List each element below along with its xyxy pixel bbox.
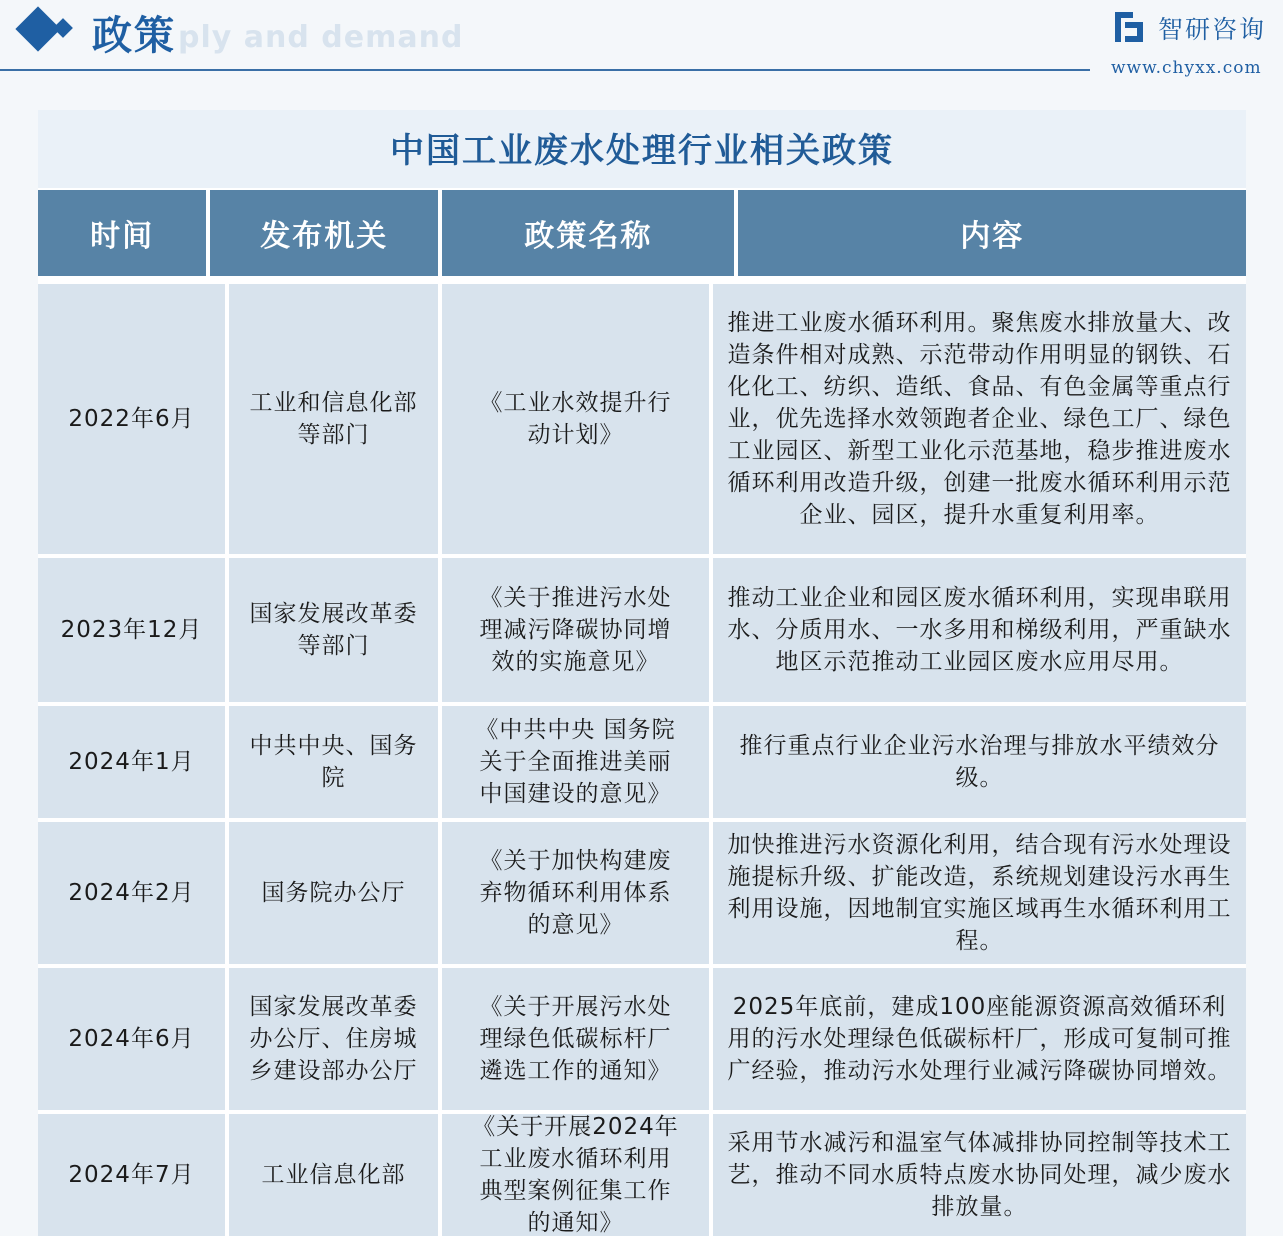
column-header-agency: 发布机关 (210, 190, 438, 276)
cell-agency: 国务院办公厅 (229, 822, 438, 964)
table-row (38, 706, 1246, 818)
brand-logo-icon (1113, 10, 1145, 44)
cell-time: 2024年1月 (38, 706, 225, 818)
cell-agency: 国家发展改革委等部门 (229, 558, 438, 702)
section-title: 政策 (92, 13, 176, 59)
cell-agency: 工业和信息化部等部门 (229, 284, 438, 554)
page-header (0, 0, 1283, 78)
cell-time: 2024年2月 (38, 822, 225, 964)
table-row (38, 558, 1246, 702)
cell-policy: 《工业水效提升行动计划》 (442, 284, 709, 554)
cell-policy: 《关于开展污水处理绿色低碳标杆厂遴选工作的通知》 (442, 968, 709, 1110)
table-row (38, 284, 1246, 554)
column-header-time: 时间 (38, 190, 206, 276)
cell-content: 采用节水减污和温室气体减排协同控制等技术工艺，推动不同水质特点废水协同处理，减少废水排放量。 (713, 1114, 1246, 1236)
cell-policy: 《关于开展2024年工业废水循环利用典型案例征集工作的通知》 (442, 1114, 709, 1236)
cell-content: 推行重点行业企业污水治理与排放水平绩效分级。 (713, 706, 1246, 818)
cell-content: 推进工业废水循环利用。聚焦废水排放量大、改造条件相对成熟、示范带动作用明显的钢铁、石化化工、纺织、造纸、食品、有色金属等重点行业，优先选择水效领跑者企业、绿色工厂、绿色工业园区、新型工业化示范基地，稳步推进废水循环利用改造升级，创建一批废水循环利用示范企业、园区，提升水重复利用率。 (713, 284, 1246, 554)
brand-name: 智研咨询 (1158, 15, 1267, 44)
table-title: 中国工业废水处理行业相关政策 (38, 110, 1246, 188)
table-header-row (38, 190, 1246, 276)
table-row (38, 822, 1246, 964)
cell-policy: 《关于加快构建废弃物循环利用体系的意见》 (442, 822, 709, 964)
table-row (38, 968, 1246, 1110)
cell-time: 2023年12月 (38, 558, 225, 702)
table-row (38, 1114, 1246, 1236)
cell-content: 2025年底前，建成100座能源资源高效循环利用的污水处理绿色低碳标杆厂，形成可复制可推广经验，推动污水处理行业减污降碳协同增效。 (713, 968, 1246, 1110)
cell-agency: 国家发展改革委办公厅、住房城乡建设部办公厅 (229, 968, 438, 1110)
cell-agency: 工业信息化部 (229, 1114, 438, 1236)
cell-content: 加快推进污水资源化利用，结合现有污水处理设施提标升级、扩能改造，系统规划建设污水再生利用设施，因地制宜实施区域再生水循环利用工程。 (713, 822, 1246, 964)
cell-time: 2024年7月 (38, 1114, 225, 1236)
cell-time: 2022年6月 (38, 284, 225, 554)
brand-url: www.chyxx.com (1111, 58, 1262, 78)
cell-policy: 《关于推进污水处理减污降碳协同增效的实施意见》 (442, 558, 709, 702)
section-subtitle: ply and demand (178, 20, 464, 55)
header-divider (0, 69, 1090, 71)
column-header-content: 内容 (738, 190, 1246, 276)
column-header-policy: 政策名称 (442, 190, 734, 276)
cell-time: 2024年6月 (38, 968, 225, 1110)
cell-content: 推动工业企业和园区废水循环利用，实现串联用水、分质用水、一水多用和梯级利用，严重缺水地区示范推动工业园区废水应用尽用。 (713, 558, 1246, 702)
cell-policy: 《中共中央 国务院关于全面推进美丽中国建设的意见》 (442, 706, 709, 818)
cell-agency: 中共中央、国务院 (229, 706, 438, 818)
small-diamond-icon (53, 18, 73, 38)
policy-table (38, 110, 1246, 1236)
